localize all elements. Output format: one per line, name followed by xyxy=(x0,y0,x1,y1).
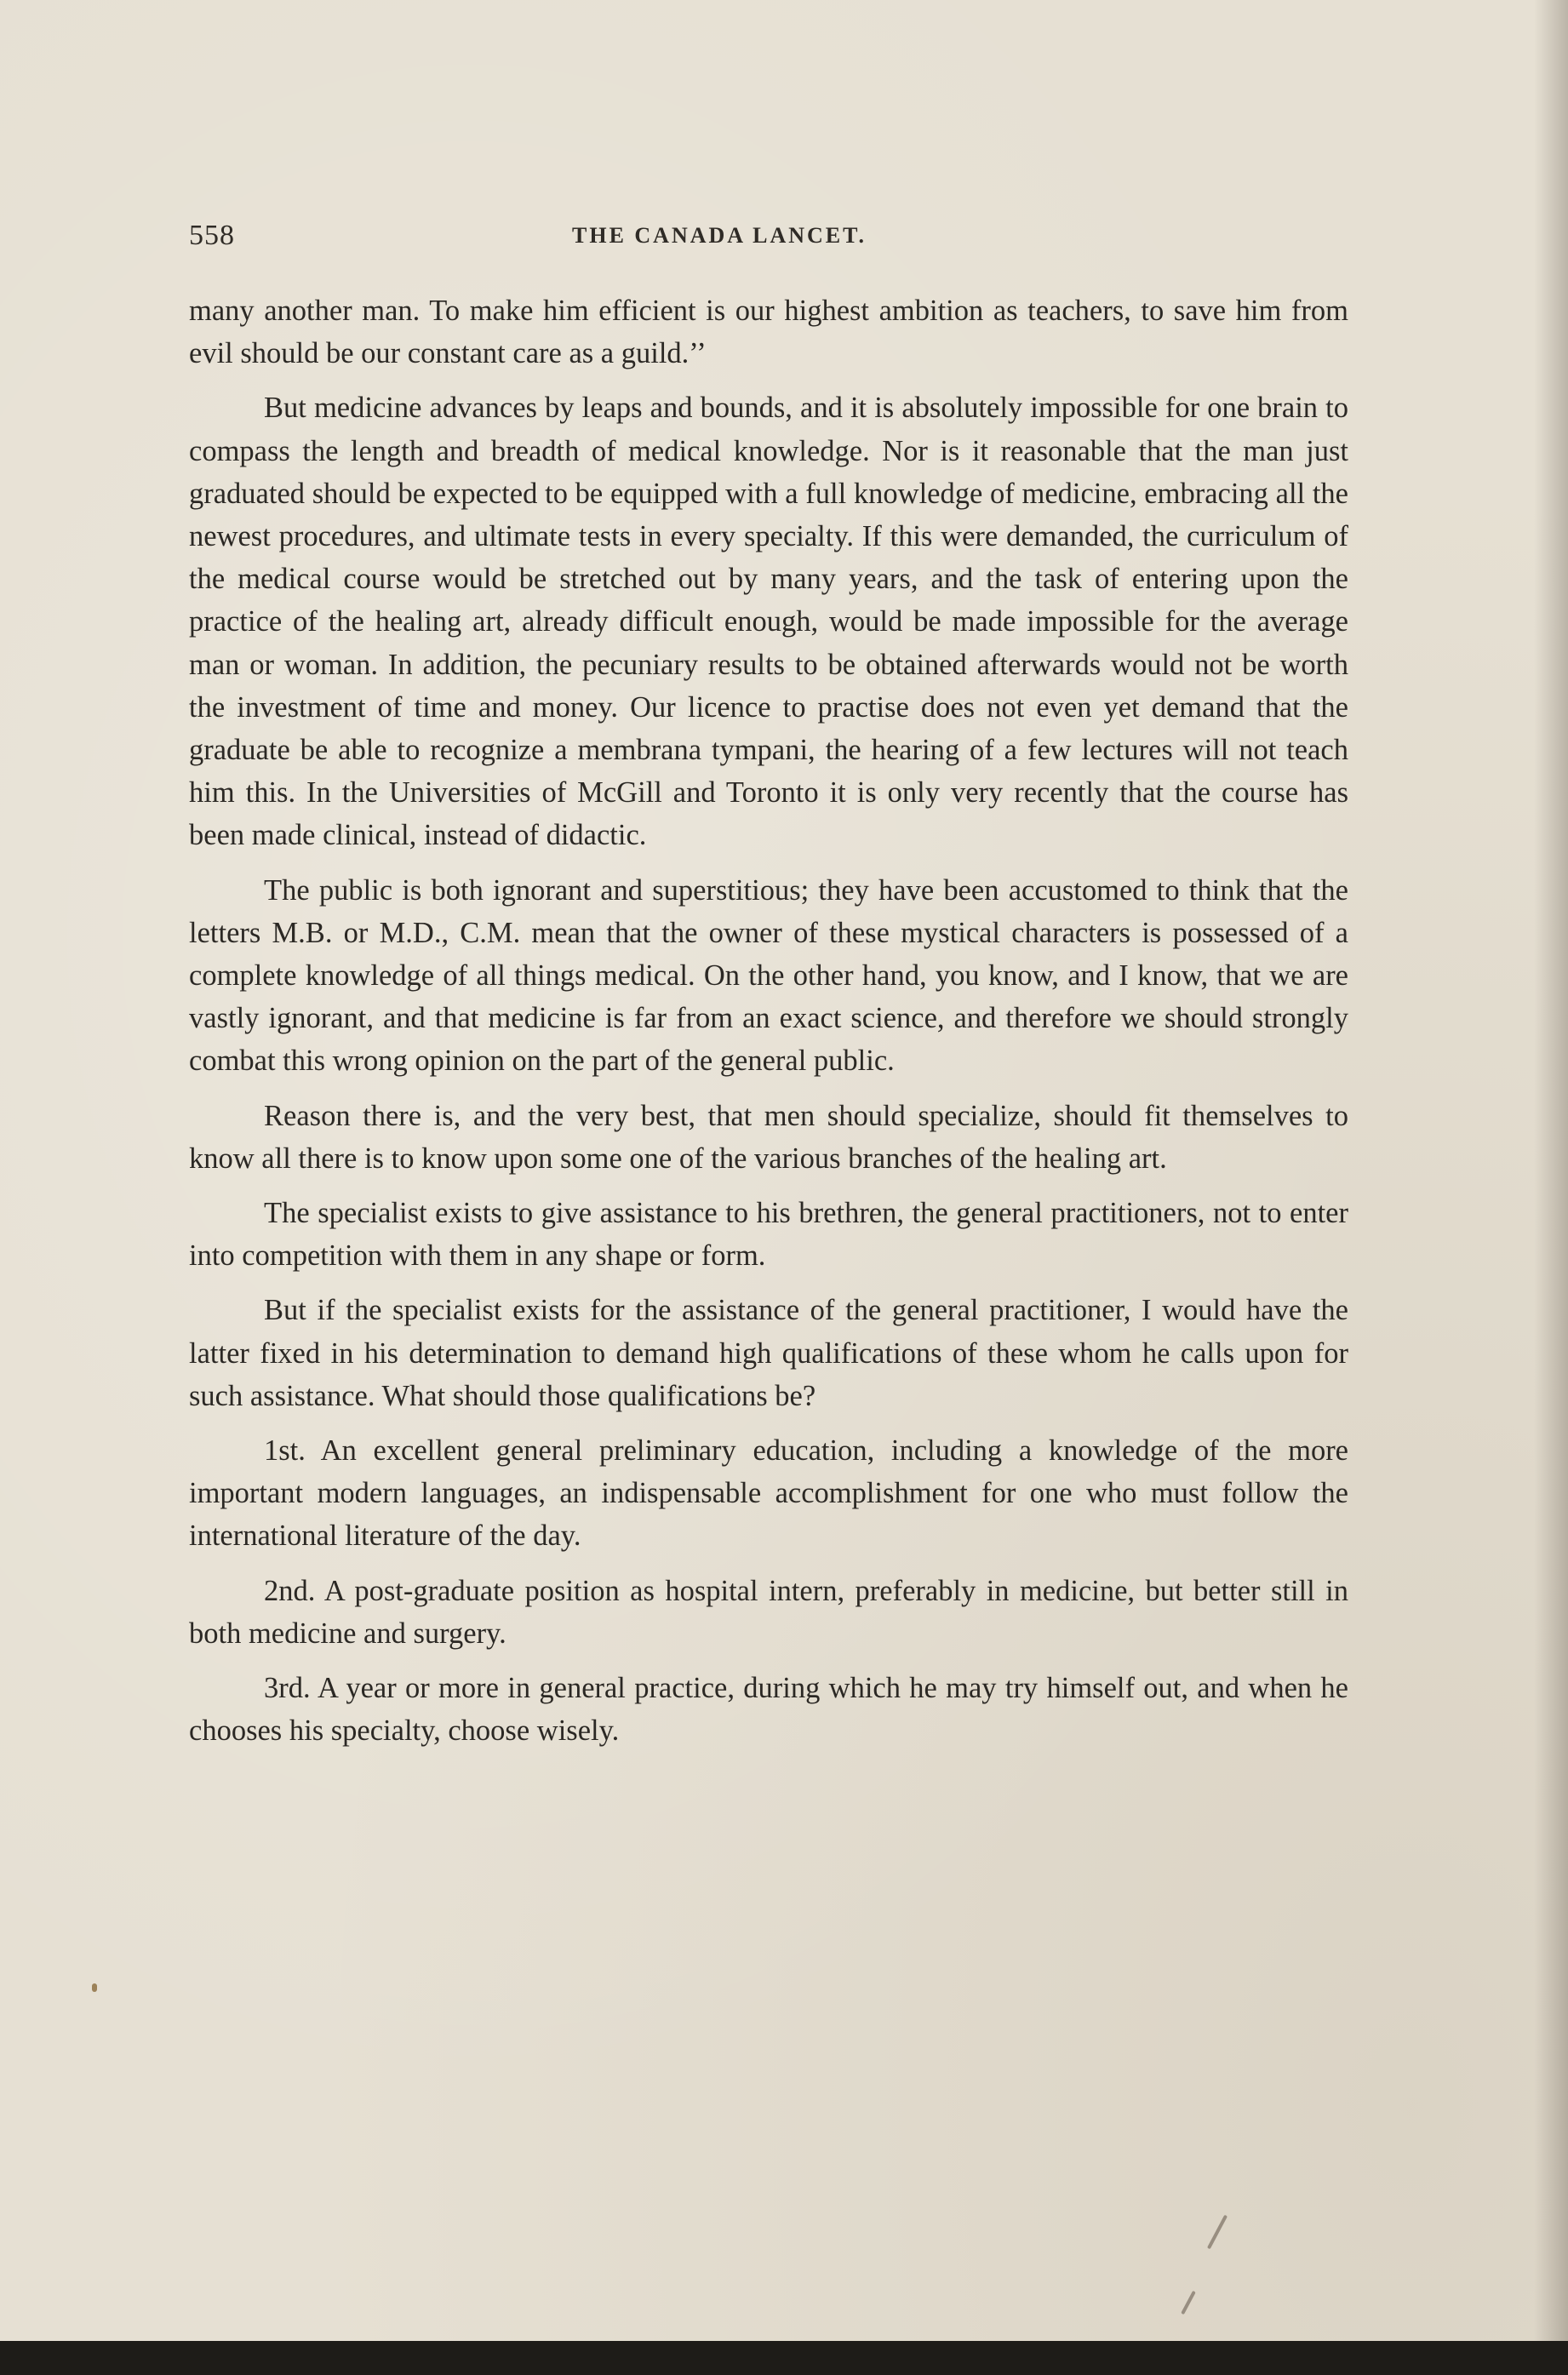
page-header xyxy=(189,220,1364,254)
paragraph-reason-specialize: Reason there is, and the very best, that men should specialize, should fit themselves to know all there is to know upon some one of the various branches of the healing art. xyxy=(189,1099,1348,1175)
margin-spot xyxy=(92,1983,97,1992)
body-text xyxy=(189,289,1348,1765)
paragraph-medicine-advances: But medicine advances by leaps and bounds, and it is absolutely impossible for one brain to compass the length and breadth of medical knowledge. Nor is it reasonable that the man just graduated should be expected to be equipped with a full knowledge of medicine, embracing all the newest procedures, and ultimate tests in every specialty. If this were demanded, the curriculum of the medical course would be stretched out by many years, and the task of entering upon the practice of the healing art, already difficult enough, would be made impossible for the average man or woman. In addition, the pecuniary results to be obtained afterwards would not be worth the investment of time and money. Our licence to practise does not even yet demand that the graduate be able to recognize a membrana tympani, the hearing of a few lectures will not teach him this. In the Universities of McGill and Toronto it is only very recently that the course has been made clinical, instead of didactic. xyxy=(189,392,1348,852)
page-number: 558 xyxy=(189,220,235,251)
paragraph-third-qualification: 3rd. A year or more in general practice, during which he may try himself out, and when he chooses his specialty, choose wisely. xyxy=(189,1672,1348,1748)
paragraph-first-qualification: 1st. An excellent general preliminary education, including a knowledge of the more important modern languages, an indispensable accomplishment for one who must follow the international literature of the day. xyxy=(189,1434,1348,1553)
paragraph-public-ignorant: The public is both ignorant and superstitious; they have been accustomed to think that the letters M.B. or M.D., C.M. mean that the owner of these mystical characters is possessed of a complete knowledge of all things medical. On the other hand, you know, and I know, that we are vastly ignorant, and that medicine is far from an exact science, and therefore we should strongly combat this wrong opinion on the part of the general public. xyxy=(189,873,1348,1078)
running-title: THE CANADA LANCET. xyxy=(572,223,867,248)
binding-shadow xyxy=(1534,0,1568,2341)
paragraph-continuation: many another man. To make him efficient is our highest ambition as teachers, to save him from evil should be our constant care as a guild.’’ xyxy=(189,295,1348,370)
pencil-mark xyxy=(1207,2215,1228,2250)
paragraph-qualifications: But if the specialist exists for the assistance of the general practitioner, I would have the latter fixed in his determination to demand high qualifications of these whom he calls upon for such assistance. What should those qualifications be? xyxy=(189,1294,1348,1412)
scan-bottom-edge xyxy=(0,2341,1568,2375)
pencil-mark xyxy=(1181,2291,1196,2315)
paragraph-second-qualification: 2nd. A post-graduate position as hospital intern, preferably in medicine, but better still in both medicine and surgery. xyxy=(189,1574,1348,1650)
paragraph-specialist-exists: The specialist exists to give assistance to his brethren, the general practitioners, not to enter into competition with them in any shape or form. xyxy=(189,1197,1348,1273)
